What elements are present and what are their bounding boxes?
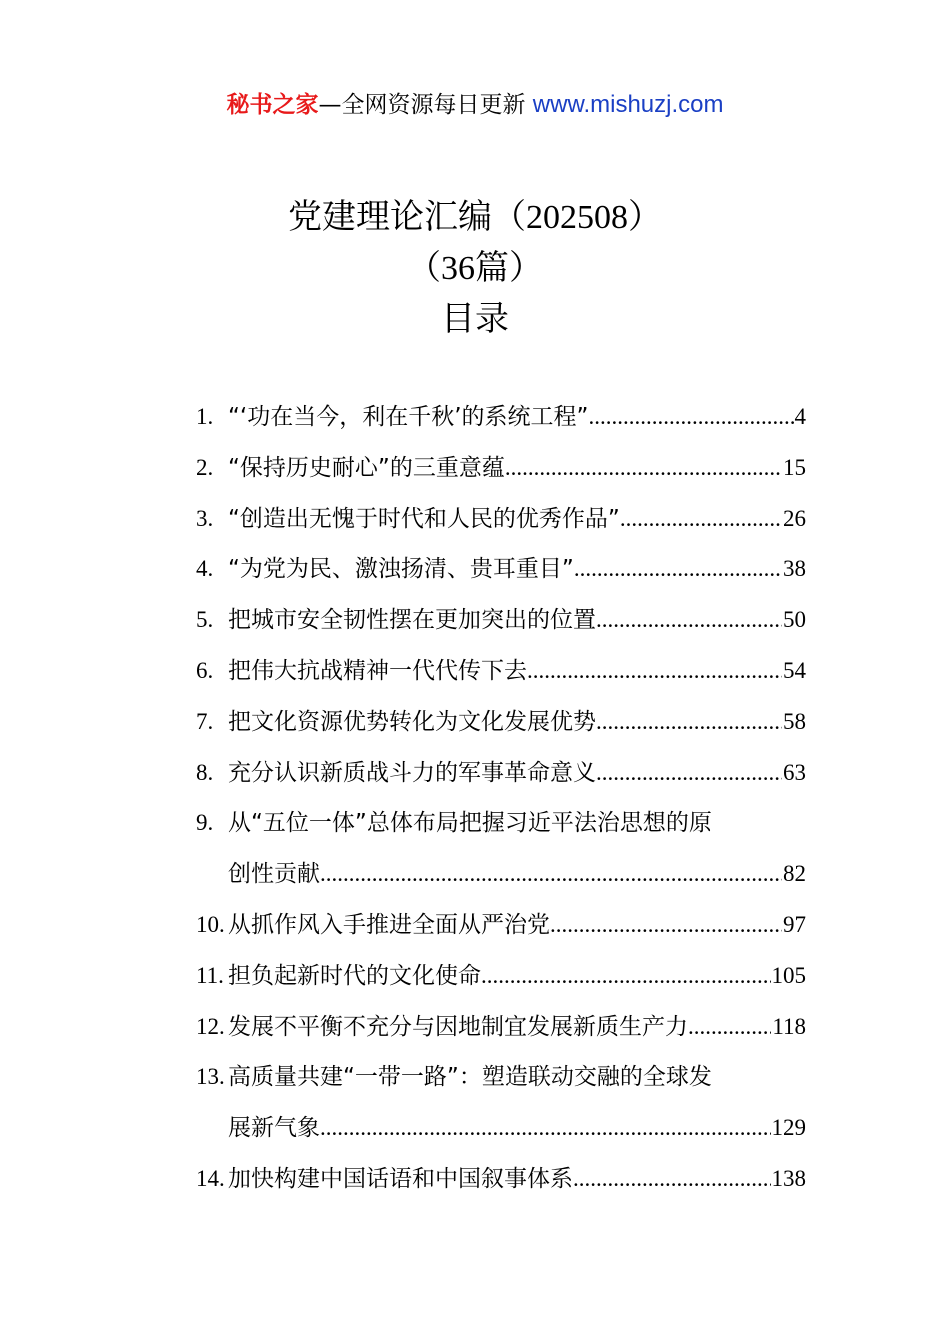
toc-entry-page: 58 xyxy=(783,708,806,734)
subtitle-open-paren: （ xyxy=(407,248,441,288)
toc-dot-leader xyxy=(550,900,782,950)
toc-dot-leader xyxy=(596,697,782,747)
title-date: 202508 xyxy=(526,199,628,236)
toc-dot-leader xyxy=(596,595,782,645)
toc-entry-number: 12. xyxy=(196,1013,225,1039)
toc-entry[interactable] xyxy=(196,646,806,697)
toc-dot-leader xyxy=(588,392,793,442)
toc-dot-leader xyxy=(481,951,771,1001)
toc-entry-title: 把文化资源优势转化为文化发展优势 xyxy=(228,708,596,735)
toc-heading: 目录 xyxy=(441,299,509,339)
toc-entry-page: 105 xyxy=(771,962,806,988)
toc-entry[interactable] xyxy=(196,798,806,900)
table-of-contents xyxy=(196,392,806,1205)
toc-entry-title-line2: 展新气象 xyxy=(228,1115,320,1142)
site-url-link[interactable]: www.mishuzj.com xyxy=(532,91,724,118)
toc-entry-number: 8. xyxy=(196,759,214,785)
toc-entry-number: 7. xyxy=(196,708,214,734)
toc-entry-page: 54 xyxy=(783,657,806,683)
site-tagline: —全网资源每日更新 xyxy=(318,92,533,118)
toc-entry-number: 14. xyxy=(196,1165,225,1191)
subtitle-unit: 篇） xyxy=(475,248,543,288)
toc-entry-title: “为党为民、激浊扬清、贵耳重目” xyxy=(228,556,574,583)
toc-entry[interactable] xyxy=(196,443,806,494)
toc-entry-page: 82 xyxy=(783,861,806,887)
toc-dot-leader xyxy=(596,748,782,798)
toc-dot-leader xyxy=(620,494,782,544)
toc-entry-title: “创造出无愧于时代和人民的优秀作品” xyxy=(228,505,620,532)
toc-entry-title: 充分认识新质战斗力的军事革命意义 xyxy=(228,759,596,786)
toc-entry-number: 1. xyxy=(196,404,214,429)
toc-entry-page: 50 xyxy=(783,607,806,633)
toc-entry[interactable] xyxy=(196,1154,806,1205)
toc-entry-page: 63 xyxy=(783,759,806,785)
toc-entry-page: 4 xyxy=(794,404,806,429)
toc-dot-leader xyxy=(573,1154,771,1204)
toc-dot-leader xyxy=(505,443,782,493)
toc-dot-leader xyxy=(320,849,782,899)
toc-entry-number: 11. xyxy=(196,962,224,988)
toc-entry-page: 129 xyxy=(771,1115,806,1141)
toc-entry[interactable] xyxy=(196,1052,806,1154)
toc-entry-title: 担负起新时代的文化使命 xyxy=(228,962,481,989)
toc-dot-leader xyxy=(320,1103,771,1153)
toc-entry-number: 4. xyxy=(196,556,214,582)
toc-entry[interactable] xyxy=(196,494,806,545)
toc-entry-title: 发展不平衡不充分与因地制宜发展新质生产力 xyxy=(228,1013,688,1040)
toc-entry-page: 97 xyxy=(783,911,806,937)
toc-entry-number: 3. xyxy=(196,505,214,531)
toc-entry-title: 加快构建中国话语和中国叙事体系 xyxy=(228,1165,573,1192)
toc-entry-page: 15 xyxy=(783,454,806,480)
site-brand: 秘书之家 xyxy=(226,92,319,118)
toc-entry-title: 从抓作风入手推进全面从严治党 xyxy=(228,911,550,938)
toc-dot-leader xyxy=(574,544,782,594)
toc-entry-number: 10. xyxy=(196,911,225,937)
toc-entry[interactable] xyxy=(196,1002,806,1053)
subtitle-count: 36 xyxy=(441,250,475,287)
toc-entry-page: 26 xyxy=(783,505,806,531)
document-title-block xyxy=(0,192,950,344)
toc-entry-number: 9. xyxy=(196,810,214,836)
toc-entry[interactable] xyxy=(196,392,806,443)
toc-entry-page: 38 xyxy=(783,556,806,582)
toc-entry[interactable] xyxy=(196,900,806,951)
toc-entry-title: “保持历史耐心”的三重意蕴 xyxy=(228,454,505,481)
toc-entry-page: 138 xyxy=(771,1165,806,1191)
toc-dot-leader xyxy=(688,1002,771,1052)
toc-dot-leader xyxy=(527,646,782,696)
toc-entry[interactable] xyxy=(196,544,806,595)
toc-entry-title: 把城市安全韧性摆在更加突出的位置 xyxy=(228,607,596,634)
toc-entry-number: 6. xyxy=(196,657,214,683)
title-close-paren: ） xyxy=(628,197,662,237)
toc-entry-page: 118 xyxy=(772,1013,806,1039)
toc-entry-title-line1: 从“五位一体”总体布局把握习近平法治思想的原 xyxy=(228,810,712,837)
toc-entry-title-line2: 创性贡献 xyxy=(228,861,320,888)
toc-entry-title: “‘功在当今，利在千秋’的系统工程” xyxy=(228,404,589,430)
title-text: 党建理论汇编（ xyxy=(288,197,526,237)
toc-entry-number: 2. xyxy=(196,454,214,480)
toc-entry[interactable] xyxy=(196,595,806,646)
toc-entry-number: 13. xyxy=(196,1064,225,1090)
toc-entry[interactable] xyxy=(196,697,806,748)
document-title xyxy=(0,192,950,243)
toc-entry-title: 把伟大抗战精神一代代传下去 xyxy=(228,657,527,684)
toc-entry[interactable] xyxy=(196,748,806,799)
toc-entry-number: 5. xyxy=(196,607,214,633)
toc-entry-title-line1: 高质量共建“一带一路”：塑造联动交融的全球发 xyxy=(228,1064,712,1091)
document-subtitle xyxy=(0,243,950,294)
site-header xyxy=(0,88,950,122)
toc-entry[interactable] xyxy=(196,951,806,1002)
